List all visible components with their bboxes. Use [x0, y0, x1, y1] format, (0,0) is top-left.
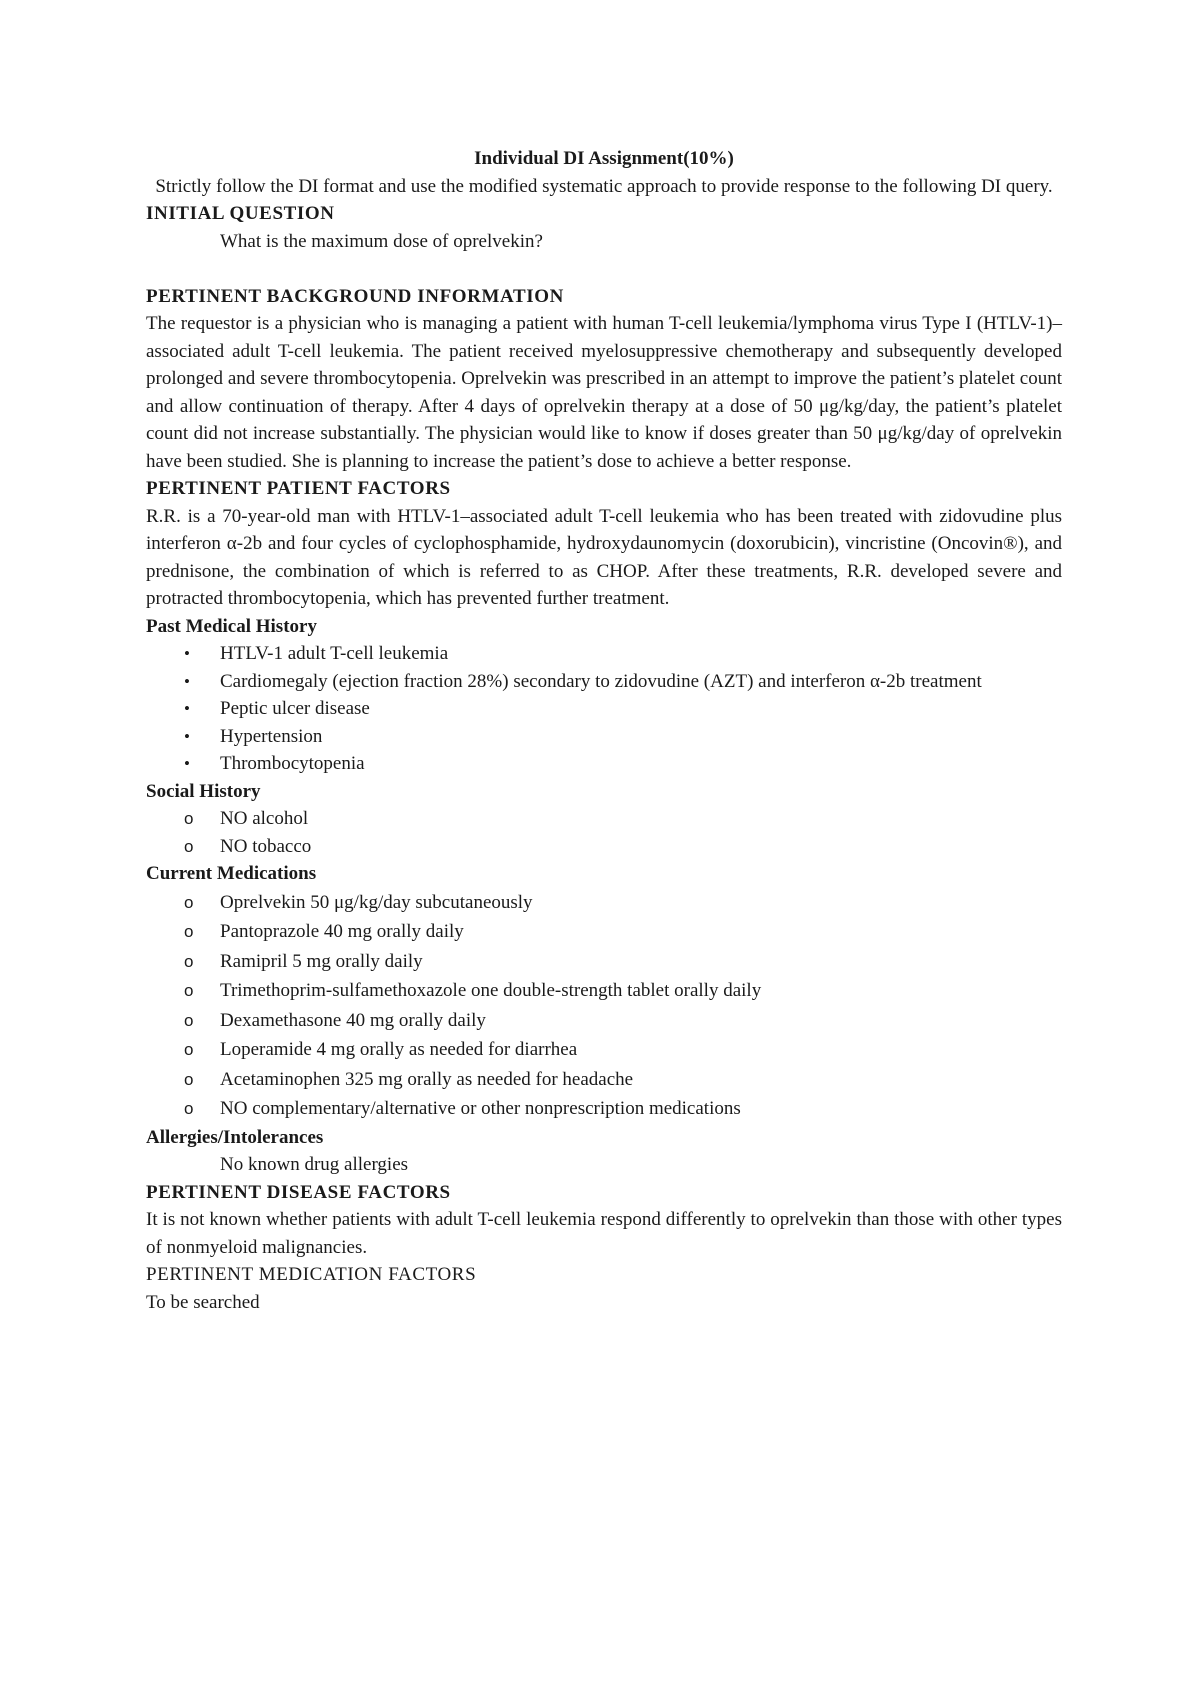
- past-medical-history-list: [146, 640, 1062, 778]
- allergies-heading: Allergies/Intolerances: [146, 1126, 324, 1148]
- list-item: • Peptic ulcer disease: [146, 695, 1062, 723]
- social-history-heading: Social History: [146, 780, 261, 802]
- list-item: o NO alcohol: [146, 805, 1062, 833]
- medication-factors-text: To be searched: [146, 1291, 260, 1313]
- circle-bullet-icon: o: [184, 809, 194, 828]
- circle-bullet-icon: o: [184, 981, 194, 1000]
- blank-line: [146, 255, 1062, 283]
- list-item: • Hypertension: [146, 723, 1062, 751]
- list-item: o NO complementary/alternative or other nonprescription medications: [146, 1094, 1062, 1124]
- list-item: o Oprelvekin 50 μg/kg/day subcutaneously: [146, 888, 1062, 918]
- list-item: • Thrombocytopenia: [146, 750, 1062, 778]
- list-item: o Trimethoprim-sulfamethoxazole one double-strength tablet orally daily: [146, 976, 1062, 1006]
- circle-bullet-icon: o: [184, 1010, 194, 1030]
- disease-factors-heading: PERTINENT DISEASE FACTORS: [146, 1181, 451, 1203]
- current-medications-list: [146, 888, 1062, 1124]
- current-medications-heading: Current Medications: [146, 863, 317, 884]
- list-item: o Ramipril 5 mg orally daily: [146, 947, 1062, 977]
- list-item: o NO tobacco: [146, 833, 1062, 861]
- initial-question-heading: INITIAL QUESTION: [146, 203, 335, 224]
- list-item: • HTLV-1 adult T-cell leukemia: [146, 640, 1062, 668]
- bullet-icon: •: [184, 699, 190, 718]
- circle-bullet-icon: o: [184, 1069, 194, 1089]
- bullet-icon: •: [184, 726, 190, 746]
- list-item: • Cardiomegaly (ejection fraction 28%) secondary to zidovudine (AZT) and interferon α-2b treatment: [146, 668, 1062, 696]
- circle-bullet-icon: o: [184, 1040, 194, 1059]
- medication-factors-heading: PERTINENT MEDICATION FACTORS: [146, 1264, 477, 1285]
- disease-factors-paragraph: It is not known whether patients with adult T-cell leukemia respond differently to oprelvekin than those with other types of nonmyeloid malignancies.: [146, 1209, 1062, 1258]
- assignment-instructions: Strictly follow the DI format and use the modified systematic approach to provide response to the following DI query.: [155, 175, 1053, 197]
- circle-bullet-icon: o: [184, 1099, 194, 1118]
- bullet-icon: •: [184, 671, 190, 691]
- circle-bullet-icon: o: [184, 836, 194, 856]
- background-paragraph: The requestor is a physician who is managing a patient with human T-cell leukemia/lymphoma virus Type I (HTLV-1)–associated adult T-cell leukemia. The patient received myelosuppressive chemotherapy and subsequently developed prolonged and severe thrombocytopenia. Oprelvekin was prescribed in an attempt to improve the patient’s platelet count and allow continuation of therapy. After 4 days of oprelvekin therapy at a dose of 50 μg/kg/day, the patient’s platelet count did not increase substantially. The physician would like to know if doses greater than 50 μg/kg/day of oprelvekin have been studied. She is planning to increase the patient’s dose to achieve a better response.: [146, 313, 1062, 472]
- past-medical-history-heading: Past Medical History: [146, 615, 317, 637]
- background-heading: PERTINENT BACKGROUND INFORMATION: [146, 285, 564, 307]
- list-item: o Dexamethasone 40 mg orally daily: [146, 1006, 1062, 1036]
- document-title: Individual DI Assignment(10%): [474, 148, 734, 169]
- bullet-icon: •: [184, 754, 190, 773]
- allergies-text: No known drug allergies: [220, 1154, 409, 1175]
- circle-bullet-icon: o: [184, 951, 194, 971]
- circle-bullet-icon: o: [184, 922, 194, 941]
- bullet-icon: •: [184, 644, 190, 663]
- patient-factors-paragraph: R.R. is a 70-year-old man with HTLV-1–associated adult T-cell leukemia who has been treated with zidovudine plus interferon α-2b and four cycles of cyclophosphamide, hydroxydaunomycin (doxorubicin), vincristine (Oncovin®), and prednisone, the combination of which is referred to as CHOP. After these treatments, R.R. developed severe and protracted thrombocytopenia, which has prevented further treatment.: [146, 505, 1062, 609]
- document-page: [146, 145, 1062, 1316]
- social-history-list: [146, 805, 1062, 860]
- initial-question-text: What is the maximum dose of oprelvekin?: [220, 230, 543, 252]
- patient-factors-heading: PERTINENT PATIENT FACTORS: [146, 478, 451, 499]
- list-item: o Acetaminophen 325 mg orally as needed for headache: [146, 1065, 1062, 1095]
- list-item: o Pantoprazole 40 mg orally daily: [146, 917, 1062, 947]
- circle-bullet-icon: o: [184, 892, 194, 912]
- list-item: o Loperamide 4 mg orally as needed for diarrhea: [146, 1035, 1062, 1065]
